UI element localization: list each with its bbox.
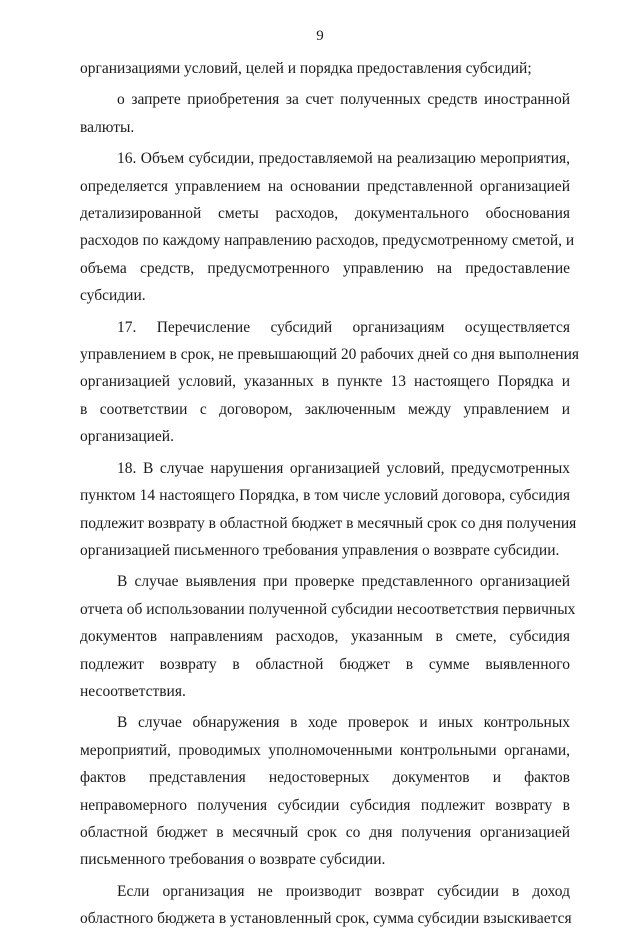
paragraph-p-16 xyxy=(80,145,575,309)
text-line: подлежит возврату в областной бюджет в месячный срок со дня получения xyxy=(80,514,577,532)
paragraph-p-continued xyxy=(80,55,570,82)
text-line: определяется управлением на основании представленной организацией xyxy=(80,177,570,195)
document-body xyxy=(80,55,579,933)
text-line: расходов по каждому направлению расходов, предусмотренному сметой, и xyxy=(80,232,575,250)
text-line: валюты. xyxy=(80,118,135,136)
text-line: отчета об использовании полученной субсидии несоответствия первичных xyxy=(80,600,576,618)
paragraph-p-18 xyxy=(80,455,577,565)
text-line: неправомерного получения субсидии субсидия подлежит возврату в xyxy=(80,796,570,814)
text-line: организацией письменного требования управления о возврате субсидии. xyxy=(80,541,560,559)
text-line: организацией условий, указанных в пункте 13 настоящего Порядка и xyxy=(80,373,570,391)
text-line: Если организация не производит возврат субсидии в доход xyxy=(117,882,570,900)
text-line: документов направлениям расходов, указанным в смете, субсидия xyxy=(80,628,570,646)
paragraph-p-17 xyxy=(80,314,579,451)
text-line: управлением в срок, не превышающий 20 рабочих дней со дня выполнения xyxy=(80,346,579,364)
text-line: субсидии. xyxy=(80,287,146,305)
text-line: фактов представления недостоверных документов и фактов xyxy=(80,769,570,787)
text-line: В случае обнаружения в ходе проверок и иных контрольных xyxy=(117,714,570,732)
text-line: пунктом 14 настоящего Порядка, в том числе условий договора, субсидия xyxy=(80,487,570,505)
text-line: объема средств, предусмотренного управлению на предоставление xyxy=(80,259,570,277)
text-line: организацией. xyxy=(80,428,174,446)
text-line: 17. Перечисление субсидий организациям осуществляется xyxy=(117,318,570,336)
text-line: областного бюджета в установленный срок, сумма субсидии взыскивается xyxy=(80,910,572,928)
text-line: письменного требования о возврате субсидии. xyxy=(80,851,386,869)
text-line: мероприятий, проводимых уполномоченными контрольными органами, xyxy=(80,741,570,759)
text-line: подлежит возврату в областной бюджет в сумме выявленного xyxy=(80,655,570,673)
paragraph-p-control xyxy=(80,709,570,873)
text-line: несоответствия. xyxy=(80,682,186,700)
page-number: 9 xyxy=(316,28,324,44)
text-line: детализированной сметы расходов, документального обоснования xyxy=(80,205,570,223)
paragraph-p-report xyxy=(80,568,576,705)
text-line: 16. Объем субсидии, предоставляемой на реализацию мероприятия, xyxy=(117,150,570,168)
paragraph-p-currency xyxy=(80,86,570,141)
text-line: в соответствии с договором, заключенным между управлением и xyxy=(80,400,570,418)
text-line: В случае выявления при проверке представленного организацией xyxy=(117,573,570,591)
text-line: о запрете приобретения за счет полученных средств иностранной xyxy=(117,91,570,109)
text-line: организациями условий, целей и порядка предоставления субсидий; xyxy=(80,60,532,77)
text-line: 18. В случае нарушения организацией условий, предусмотренных xyxy=(117,459,570,477)
paragraph-p-recovery xyxy=(80,878,570,933)
text-line: областной бюджет в месячный срок со дня получения организацией xyxy=(80,823,570,841)
